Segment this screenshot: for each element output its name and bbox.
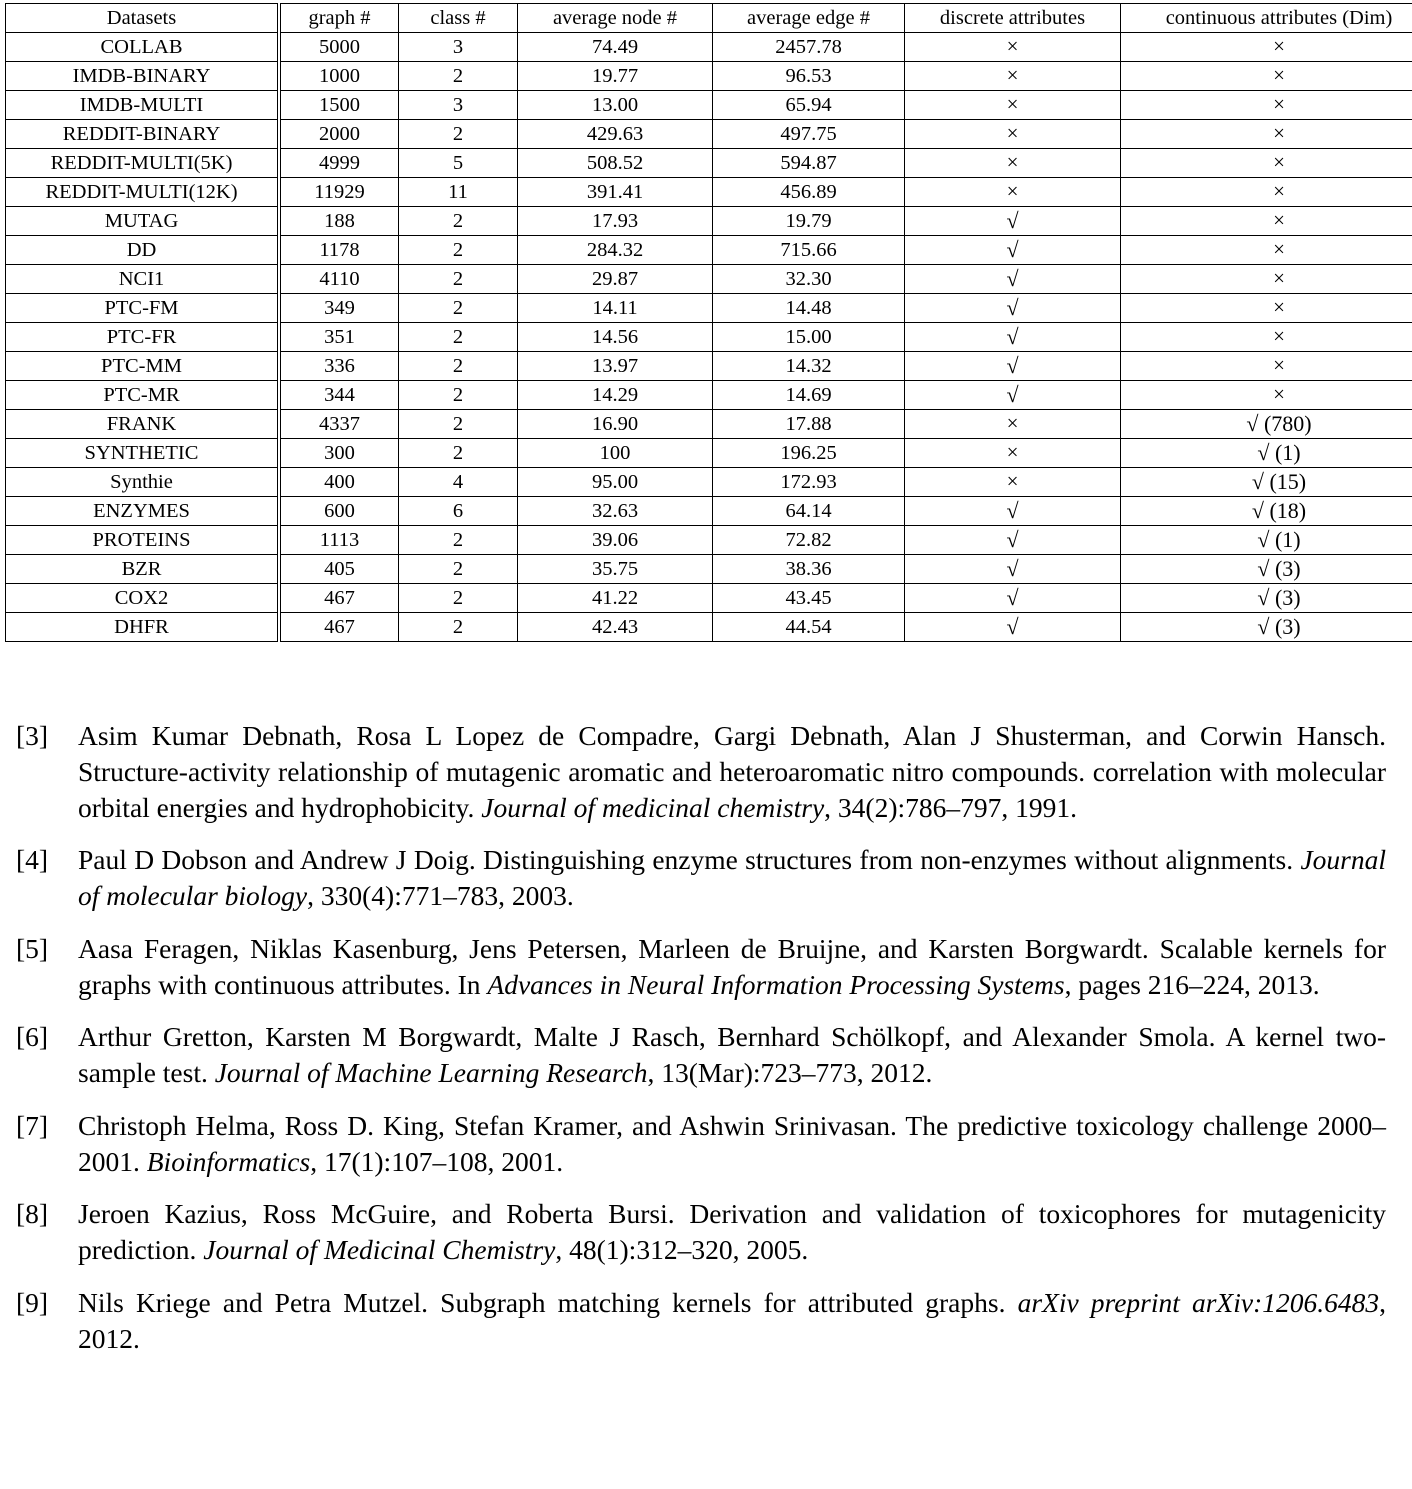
cell-average-node: 100 [518, 439, 713, 468]
table-row [6, 323, 1412, 352]
cell-average-node: 74.49 [518, 33, 713, 62]
column-header-average-edge: average edge # [713, 4, 905, 33]
cell-continuous-attribute [1121, 584, 1412, 613]
reference-label: [9] [16, 1286, 49, 1318]
check-icon: √ (3) [1257, 613, 1301, 639]
cell-average-node: 391.41 [518, 178, 713, 207]
cell-class-count: 6 [399, 497, 518, 526]
cell-discrete-attribute [905, 497, 1121, 526]
reference-entry [0, 1019, 1412, 1091]
table-row [6, 410, 1412, 439]
cell-class-count: 2 [399, 526, 518, 555]
cell-dataset-name: BZR [6, 555, 280, 584]
cell-graph-count: 1500 [279, 91, 399, 120]
column-header-discrete-attributes: discrete attributes [905, 4, 1121, 33]
cell-average-edge: 456.89 [713, 178, 905, 207]
table-row [6, 555, 1412, 584]
check-icon: √ [1006, 497, 1019, 523]
cell-dataset-name: FRANK [6, 410, 280, 439]
cross-icon: × [1273, 237, 1285, 262]
reference-label: [6] [16, 1021, 49, 1053]
cell-dataset-name: PTC-FM [6, 294, 280, 323]
reference-entry [0, 931, 1412, 1003]
table-row [6, 265, 1412, 294]
cell-class-count: 2 [399, 207, 518, 236]
cell-average-node: 508.52 [518, 149, 713, 178]
reference-label: [7] [16, 1109, 49, 1141]
cell-discrete-attribute [905, 555, 1121, 584]
cell-graph-count: 1178 [279, 236, 399, 265]
cell-average-edge: 96.53 [713, 62, 905, 91]
reference-text: Paul D Dobson and Andrew J Doig. Distinguishing enzyme structures from non-enzymes without alignments. Journal of molecular biology, 330(4):771–783, 2003. [78, 844, 1386, 911]
cell-average-edge: 65.94 [713, 91, 905, 120]
cell-discrete-attribute [905, 207, 1121, 236]
cell-average-edge: 64.14 [713, 497, 905, 526]
cell-continuous-attribute [1121, 265, 1412, 294]
cell-graph-count: 188 [279, 207, 399, 236]
cell-graph-count: 1000 [279, 62, 399, 91]
cell-average-node: 95.00 [518, 468, 713, 497]
cell-continuous-attribute [1121, 497, 1412, 526]
cell-average-edge: 14.48 [713, 294, 905, 323]
cross-icon: × [1273, 63, 1285, 88]
cell-class-count: 2 [399, 62, 518, 91]
table-row [6, 207, 1412, 236]
cell-class-count: 2 [399, 439, 518, 468]
check-icon: √ [1006, 236, 1019, 262]
reference-label: [3] [16, 720, 49, 751]
cross-icon: × [1006, 92, 1019, 117]
cell-average-edge: 19.79 [713, 207, 905, 236]
check-icon: √ [1006, 265, 1019, 291]
check-icon: √ [1006, 323, 1019, 349]
cell-graph-count: 336 [279, 352, 399, 381]
cell-class-count: 2 [399, 323, 518, 352]
cell-average-node: 14.29 [518, 381, 713, 410]
cell-class-count: 2 [399, 555, 518, 584]
cell-dataset-name: PTC-MM [6, 352, 280, 381]
table-row [6, 381, 1412, 410]
cell-graph-count: 4110 [279, 265, 399, 294]
cross-icon: × [1273, 208, 1285, 233]
cell-continuous-attribute [1121, 352, 1412, 381]
cell-dataset-name: REDDIT-MULTI(12K) [6, 178, 280, 207]
cell-discrete-attribute [905, 265, 1121, 294]
cell-average-node: 19.77 [518, 62, 713, 91]
cell-discrete-attribute [905, 352, 1121, 381]
cell-average-node: 41.22 [518, 584, 713, 613]
cell-continuous-attribute [1121, 33, 1412, 62]
cell-graph-count: 405 [279, 555, 399, 584]
check-icon: √ [1006, 294, 1019, 320]
cell-continuous-attribute [1121, 410, 1412, 439]
check-icon: √ [1006, 613, 1019, 639]
cell-class-count: 2 [399, 120, 518, 149]
check-icon: √ (18) [1251, 497, 1307, 523]
cell-continuous-attribute [1121, 526, 1412, 555]
cell-class-count: 2 [399, 584, 518, 613]
cross-icon: × [1273, 353, 1285, 378]
cell-continuous-attribute [1121, 323, 1412, 352]
cell-class-count: 2 [399, 294, 518, 323]
cell-class-count: 5 [399, 149, 518, 178]
cross-icon: × [1273, 92, 1285, 117]
reference-entry [0, 1108, 1412, 1180]
table-row [6, 439, 1412, 468]
cell-discrete-attribute [905, 120, 1121, 149]
reference-text: Arthur Gretton, Karsten M Borgwardt, Malte J Rasch, Bernhard Schölkopf, and Alexander Smola. A kernel two-sample test. Journal of Machine Learning Research, 13(Mar):723–773, 2012. [78, 1021, 1386, 1088]
cell-dataset-name: COX2 [6, 584, 280, 613]
cross-icon: × [1273, 179, 1285, 204]
cell-graph-count: 2000 [279, 120, 399, 149]
cross-icon: × [1006, 63, 1019, 88]
reference-entry [0, 842, 1412, 914]
table-header-row [6, 4, 1412, 33]
cell-average-edge: 72.82 [713, 526, 905, 555]
table-header [6, 4, 1412, 33]
cell-average-node: 16.90 [518, 410, 713, 439]
cell-graph-count: 1113 [279, 526, 399, 555]
table-row [6, 526, 1412, 555]
cell-average-node: 284.32 [518, 236, 713, 265]
check-icon: √ (3) [1257, 584, 1301, 610]
cell-graph-count: 351 [279, 323, 399, 352]
cell-average-edge: 594.87 [713, 149, 905, 178]
cell-graph-count: 400 [279, 468, 399, 497]
cell-average-edge: 32.30 [713, 265, 905, 294]
cell-discrete-attribute [905, 62, 1121, 91]
cell-dataset-name: IMDB-MULTI [6, 91, 280, 120]
reference-text: Christoph Helma, Ross D. King, Stefan Kramer, and Ashwin Srinivasan. The predictive toxicology challenge 2000–2001. Bioinformatics, 17(1):107–108, 2001. [78, 1109, 1386, 1177]
cell-average-edge: 172.93 [713, 468, 905, 497]
cross-icon: × [1006, 440, 1019, 465]
check-icon: √ [1006, 555, 1019, 581]
reference-text: Jeroen Kazius, Ross McGuire, and Roberta Bursi. Derivation and validation of toxicophores for mutagenicity prediction. Journal of Medicinal Chemistry, 48(1):312–320, 2005. [78, 1198, 1386, 1265]
cell-graph-count: 349 [279, 294, 399, 323]
table-row [6, 178, 1412, 207]
check-icon: √ [1006, 526, 1019, 552]
reference-text: Nils Kriege and Petra Mutzel. Subgraph matching kernels for attributed graphs. arXiv preprint arXiv:1206.6483, 2012. [78, 1286, 1386, 1354]
cell-continuous-attribute [1121, 91, 1412, 120]
cross-icon: × [1273, 266, 1285, 291]
cell-dataset-name: PROTEINS [6, 526, 280, 555]
cell-continuous-attribute [1121, 62, 1412, 91]
cross-icon: × [1273, 382, 1285, 407]
cell-graph-count: 467 [279, 584, 399, 613]
cell-graph-count: 4999 [279, 149, 399, 178]
cross-icon: × [1273, 121, 1285, 146]
check-icon: √ [1006, 584, 1019, 610]
cell-discrete-attribute [905, 439, 1121, 468]
column-header-graph-count: graph # [279, 4, 399, 33]
reference-label: [5] [16, 932, 49, 964]
column-header-datasets: Datasets [6, 4, 280, 33]
cross-icon: × [1273, 324, 1285, 349]
table-row [6, 468, 1412, 497]
cell-graph-count: 5000 [279, 33, 399, 62]
cell-class-count: 2 [399, 381, 518, 410]
cell-average-node: 29.87 [518, 265, 713, 294]
cell-dataset-name: Synthie [6, 468, 280, 497]
cross-icon: × [1006, 150, 1019, 175]
cell-class-count: 3 [399, 91, 518, 120]
cell-average-edge: 44.54 [713, 613, 905, 642]
cell-average-edge: 2457.78 [713, 33, 905, 62]
cell-discrete-attribute [905, 294, 1121, 323]
cell-continuous-attribute [1121, 149, 1412, 178]
cross-icon: × [1273, 295, 1285, 320]
references-list [0, 718, 1412, 1356]
check-icon: √ [1006, 352, 1019, 378]
cell-average-node: 429.63 [518, 120, 713, 149]
reference-entry [0, 1196, 1412, 1268]
cell-continuous-attribute [1121, 468, 1412, 497]
check-icon: √ [1006, 207, 1019, 233]
cell-discrete-attribute [905, 410, 1121, 439]
cell-continuous-attribute [1121, 613, 1412, 642]
cell-discrete-attribute [905, 381, 1121, 410]
cell-discrete-attribute [905, 149, 1121, 178]
cell-discrete-attribute [905, 91, 1121, 120]
table-row [6, 236, 1412, 265]
reference-text: Asim Kumar Debnath, Rosa L Lopez de Compadre, Gargi Debnath, Alan J Shusterman, and Corwin Hansch. Structure-activity relationship of mutagenic aromatic and heteroaromatic nitro compounds. correlation with molecular orbital energies and hydrophobicity. Journal of medicinal chemistry, 34(2):786–797, 1991. [78, 720, 1386, 823]
cell-average-edge: 497.75 [713, 120, 905, 149]
cell-graph-count: 4337 [279, 410, 399, 439]
cell-class-count: 2 [399, 265, 518, 294]
cross-icon: × [1006, 411, 1019, 436]
cell-dataset-name: COLLAB [6, 33, 280, 62]
cell-average-edge: 196.25 [713, 439, 905, 468]
reference-entry [0, 1285, 1412, 1357]
cell-class-count: 2 [399, 410, 518, 439]
cell-average-node: 35.75 [518, 555, 713, 584]
column-header-class-count: class # [399, 4, 518, 33]
cell-continuous-attribute [1121, 178, 1412, 207]
cell-graph-count: 344 [279, 381, 399, 410]
cell-class-count: 2 [399, 613, 518, 642]
table-row [6, 149, 1412, 178]
cell-graph-count: 600 [279, 497, 399, 526]
cell-average-edge: 15.00 [713, 323, 905, 352]
cell-continuous-attribute [1121, 120, 1412, 149]
table-row [6, 584, 1412, 613]
cell-dataset-name: DD [6, 236, 280, 265]
cross-icon: × [1006, 121, 1019, 146]
cell-graph-count: 11929 [279, 178, 399, 207]
cell-dataset-name: DHFR [6, 613, 280, 642]
table-row [6, 62, 1412, 91]
cell-average-node: 13.00 [518, 91, 713, 120]
cell-average-node: 32.63 [518, 497, 713, 526]
cell-average-node: 39.06 [518, 526, 713, 555]
datasets-table-container [5, 3, 1407, 642]
cell-continuous-attribute [1121, 439, 1412, 468]
cell-continuous-attribute [1121, 236, 1412, 265]
table-row [6, 352, 1412, 381]
table-row [6, 120, 1412, 149]
cell-dataset-name: MUTAG [6, 207, 280, 236]
cell-dataset-name: PTC-MR [6, 381, 280, 410]
table-row [6, 91, 1412, 120]
cell-class-count: 3 [399, 33, 518, 62]
cell-continuous-attribute [1121, 555, 1412, 584]
cell-discrete-attribute [905, 526, 1121, 555]
cell-dataset-name: REDDIT-BINARY [6, 120, 280, 149]
reference-label: [8] [16, 1198, 49, 1230]
cell-dataset-name: REDDIT-MULTI(5K) [6, 149, 280, 178]
cell-average-edge: 43.45 [713, 584, 905, 613]
cell-average-edge: 17.88 [713, 410, 905, 439]
cell-continuous-attribute [1121, 207, 1412, 236]
check-icon: √ (3) [1257, 555, 1301, 581]
cross-icon: × [1006, 179, 1019, 204]
cell-dataset-name: NCI1 [6, 265, 280, 294]
cell-average-edge: 14.69 [713, 381, 905, 410]
cell-class-count: 2 [399, 236, 518, 265]
cross-icon: × [1006, 469, 1019, 494]
cell-class-count: 11 [399, 178, 518, 207]
cell-graph-count: 467 [279, 613, 399, 642]
cross-icon: × [1006, 34, 1019, 59]
check-icon: √ (780) [1246, 410, 1312, 436]
cell-continuous-attribute [1121, 381, 1412, 410]
table-row [6, 33, 1412, 62]
cell-continuous-attribute [1121, 294, 1412, 323]
cell-graph-count: 300 [279, 439, 399, 468]
cell-average-node: 13.97 [518, 352, 713, 381]
cell-average-node: 14.11 [518, 294, 713, 323]
table-row [6, 497, 1412, 526]
table-row [6, 294, 1412, 323]
cross-icon: × [1273, 34, 1285, 59]
column-header-average-node: average node # [518, 4, 713, 33]
cell-discrete-attribute [905, 236, 1121, 265]
column-header-continuous-attributes: continuous attributes (Dim) [1121, 4, 1412, 33]
cell-dataset-name: SYNTHETIC [6, 439, 280, 468]
cross-icon: × [1273, 150, 1285, 175]
table-body [6, 33, 1412, 642]
table-row [6, 613, 1412, 642]
cell-class-count: 4 [399, 468, 518, 497]
cell-discrete-attribute [905, 33, 1121, 62]
cell-class-count: 2 [399, 352, 518, 381]
cell-dataset-name: IMDB-BINARY [6, 62, 280, 91]
check-icon: √ (1) [1257, 439, 1301, 465]
reference-label: [4] [16, 844, 49, 876]
cell-discrete-attribute [905, 323, 1121, 352]
reference-text: Aasa Feragen, Niklas Kasenburg, Jens Petersen, Marleen de Bruijne, and Karsten Borgwardt. Scalable kernels for graphs with continuous attributes. In Advances in Neural Information Processing Systems, pages 216–224, 2013. [78, 932, 1386, 1000]
cell-discrete-attribute [905, 468, 1121, 497]
cell-dataset-name: PTC-FR [6, 323, 280, 352]
check-icon: √ [1006, 381, 1019, 407]
cell-average-node: 14.56 [518, 323, 713, 352]
cell-average-edge: 38.36 [713, 555, 905, 584]
cell-average-node: 17.93 [518, 207, 713, 236]
cell-dataset-name: ENZYMES [6, 497, 280, 526]
cell-discrete-attribute [905, 613, 1121, 642]
cell-discrete-attribute [905, 584, 1121, 613]
check-icon: √ (1) [1257, 526, 1301, 552]
cell-average-edge: 715.66 [713, 236, 905, 265]
reference-entry [0, 718, 1412, 825]
datasets-table [5, 3, 1412, 642]
cell-discrete-attribute [905, 178, 1121, 207]
check-icon: √ (15) [1251, 468, 1307, 494]
cell-average-node: 42.43 [518, 613, 713, 642]
cell-average-edge: 14.32 [713, 352, 905, 381]
